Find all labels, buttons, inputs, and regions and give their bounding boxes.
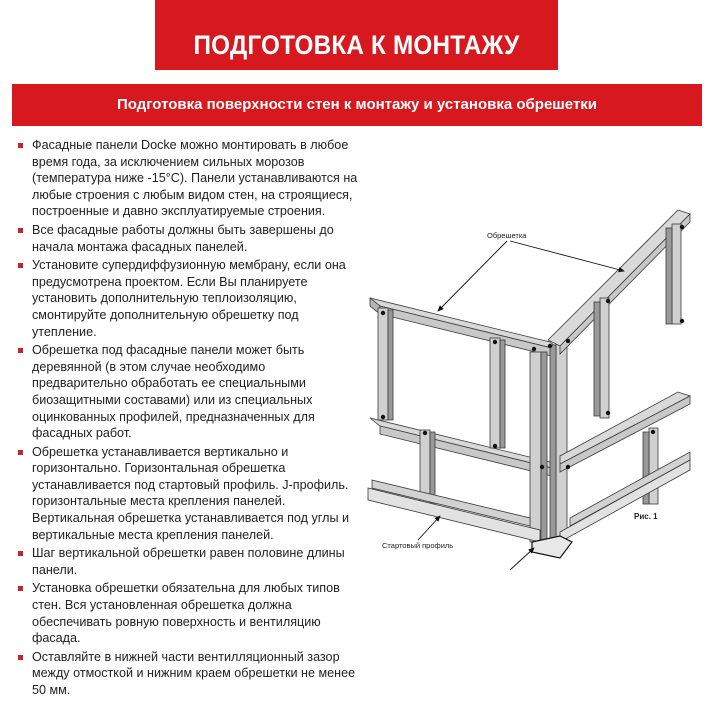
list-item-text: Шаг вертикальной обрешетки равен половине длины панели. [32,546,345,577]
right-post [649,428,658,504]
section-header-bar [12,84,702,126]
list-item-text: Установите супердиффузионную мембрану, если она предусмотрена проектом. Если Вы планируете установить дополнительную теплоизоляцию, смонтируйте дополнительную обрешетку под утепление. [32,258,346,339]
bullet-square-icon [18,551,23,556]
list-item-text: Оставляйте в нижней части вентилляционный зазор между отмосткой и нижним краем обрешетки не менее 50 мм. [32,649,356,697]
list-item-text: Установка обрешетки обязательна для любых типов стен. Вся установленная обрешетка должна обеспечивать ровную поверхность и вентиляцию фасада. [32,581,340,646]
right-post [672,224,681,324]
list-item [12,257,364,340]
list-item [12,545,364,578]
arrow-lathing-right [510,241,624,271]
list-item [12,342,364,442]
corner-post [556,340,567,540]
list-item-text: Все фасадные работы должны быть завершены до начала монтажа фасадных панелей. [32,222,334,254]
bullet-square-icon [18,143,23,148]
bullet-square-icon [18,586,23,591]
right-mid-rail [560,392,690,464]
corner-post [530,352,541,542]
bullet-square-icon [18,348,23,353]
list-item [12,580,364,646]
right-starter-profile [560,460,690,542]
list-item [12,649,364,699]
page-title: ПОДГОТОВКА К МОНТАЖУ [193,30,520,60]
list-item [12,444,364,544]
bullet-square-icon [18,228,23,233]
list-item-text: Фасадные панели Docke можно монтировать в любое время года, за исключением сильных морозов (температура ниже -15°С). Панели устанавливаются на любые строения с любым видом стен, на строящиеся, построенные и давно эксплуатируемые строения. [32,138,358,219]
instruction-list [12,137,364,701]
bullet-square-icon [18,450,23,455]
left-post [378,308,388,420]
figure-caption: Рис. 1 [634,512,658,521]
bullet-square-icon [18,655,23,660]
list-item [12,137,364,220]
bullet-square-icon [18,263,23,268]
lathing-frame-diagram [360,180,709,580]
arrow-starter-profile [418,516,440,540]
list-item [12,222,364,255]
label-lathing: Обрешетка [487,231,527,240]
arrow-corner [510,548,534,570]
right-post [600,298,609,418]
list-item-text: Обрешетка под фасадные панели может быть деревянной (в этом случае необходимо предварительно обработать ее специальными биозащитными составами) или из специальных оцинкованных профилей, предназначенных для фасадных работ. [32,343,315,441]
list-item-text: Обрешетка устанавливается вертикально и горизонтально. Горизонтальная обрешетка устанавливается под стартовый профиль. J-профиль. горизонтальные места крепления панелей. Вертикальная обрешетка устанавливается под углы и вертикальные места крепления панелей. [32,444,350,542]
left-top-rail [370,298,560,350]
section-title: Подготовка поверхности стен к монтажу и установка обрешетки [116,96,598,113]
arrow-lathing-left [438,241,507,311]
page-title-banner [155,0,558,70]
left-post [490,338,500,448]
label-starter-profile: Стартовый профиль [382,541,454,550]
